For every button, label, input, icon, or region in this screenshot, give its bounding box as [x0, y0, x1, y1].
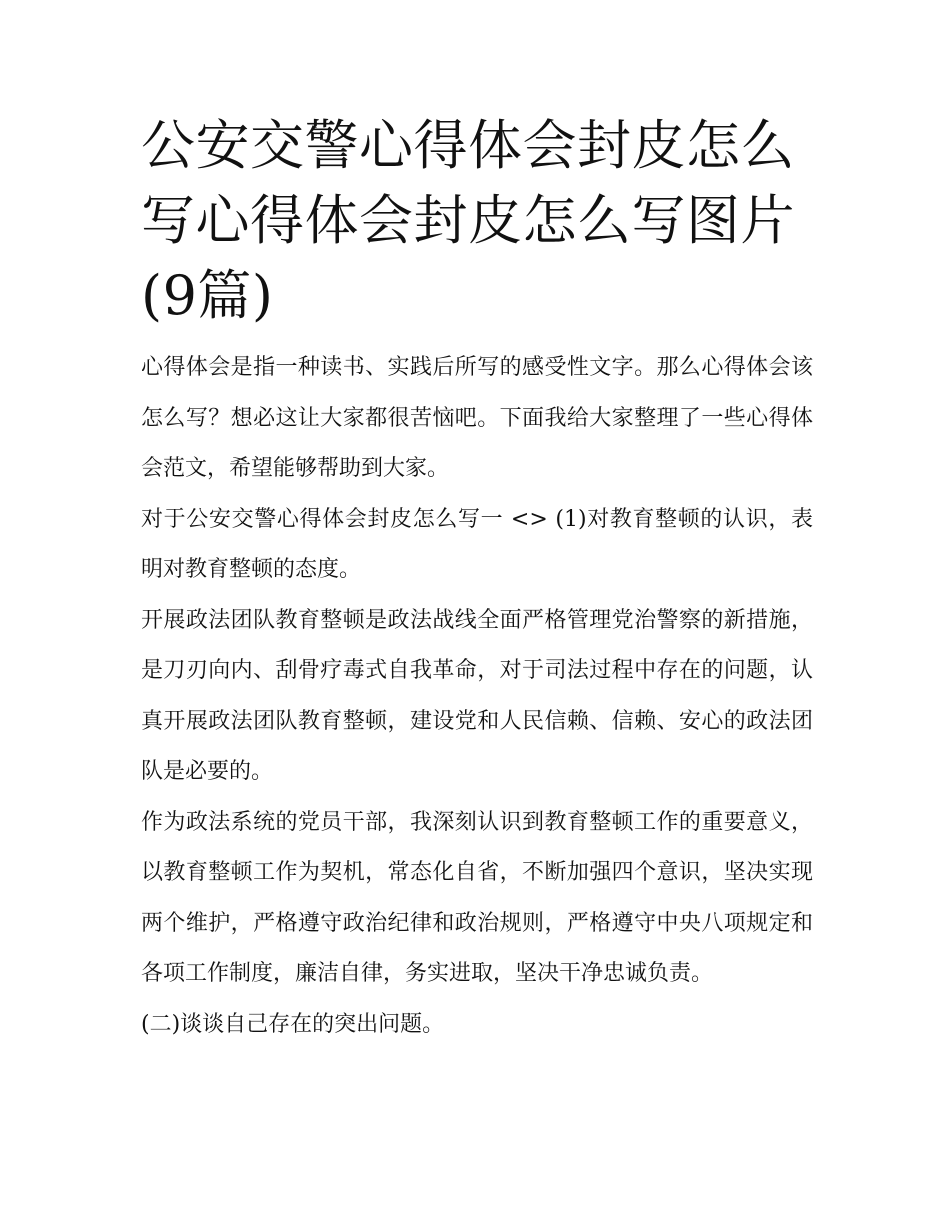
paragraph-party-member-awareness: 作为政法系统的党员干部，我深刻认识到教育整顿工作的重要意义，以教育整顿工作为契机，常态化自省，不断加强四个意识，坚决实现两个维护，严格遵守政治纪律和政治规则，严格遵守中央八项规定和各项工作制度，廉洁自律，务实进取，坚决干净忠诚负责。 [141, 809, 813, 986]
paragraph-section-1: 对于公安交警心得体会封皮怎么写一 <> (1)对教育整顿的认识，表明对教育整顿的态度。 [141, 506, 813, 582]
paragraph-rectification-measures: 开展政法团队教育整顿是政法战线全面严格管理党治警察的新措施，是刀刃向内、刮骨疗毒式自我革命，对于司法过程中存在的问题，认真开展政法团队教育整顿，建设党和人民信赖、信赖、安心的政法团队是必要的。 [141, 607, 813, 784]
paragraph-section-2: (二)谈谈自己存在的突出问题。 [141, 1011, 445, 1037]
paragraph-intro: 心得体会是指一种读书、实践后所写的感受性文字。那么心得体会该怎么写？想必这让大家都很苦恼吧。下面我给大家整理了一些心得体会范文，希望能够帮助到大家。 [141, 355, 813, 481]
document-body [141, 108, 813, 1050]
document-title: 公安交警心得体会封皮怎么写心得体会封皮怎么写图片(9篇) [141, 114, 795, 327]
